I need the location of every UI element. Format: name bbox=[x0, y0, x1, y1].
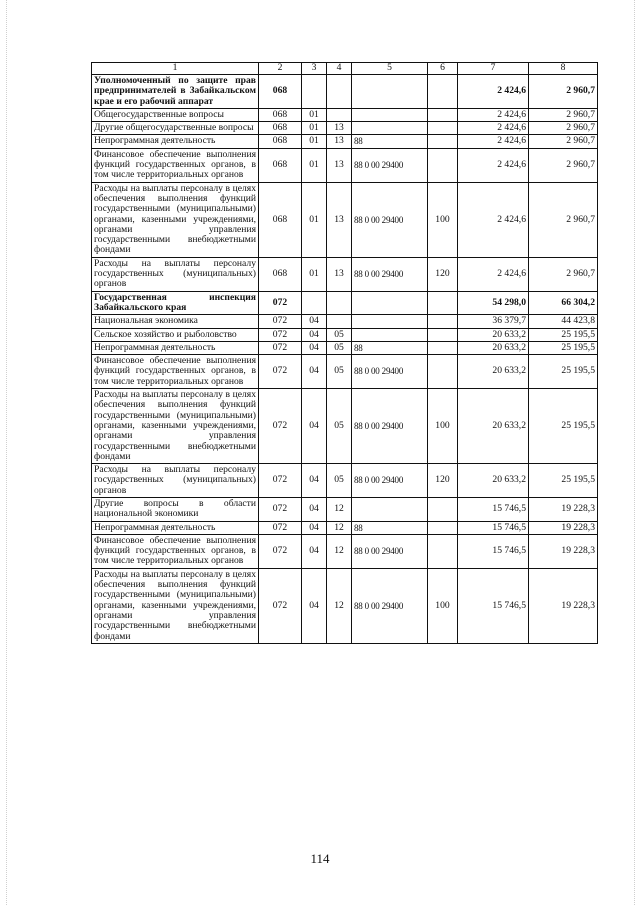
row-section-cell: 04 bbox=[302, 315, 327, 328]
row-amount-2020-cell: 19 228,3 bbox=[529, 497, 598, 521]
row-vr-cell bbox=[428, 148, 458, 182]
table-body bbox=[92, 75, 598, 644]
row-amount-2019-cell: 20 633,2 bbox=[458, 328, 529, 341]
row-subsection-cell: 12 bbox=[327, 568, 352, 643]
row-subsection-cell bbox=[327, 315, 352, 328]
row-subsection-cell: 05 bbox=[327, 355, 352, 389]
row-vr-cell: 120 bbox=[428, 257, 458, 291]
row-section-cell: 01 bbox=[302, 135, 327, 148]
table-row bbox=[92, 291, 598, 315]
row-section-cell: 01 bbox=[302, 257, 327, 291]
row-amount-2020-cell: 25 195,5 bbox=[529, 355, 598, 389]
row-subsection-cell: 13 bbox=[327, 135, 352, 148]
row-code-cell: 072 bbox=[259, 521, 302, 534]
row-subsection-cell: 13 bbox=[327, 257, 352, 291]
row-target-cell bbox=[352, 122, 428, 135]
row-name-cell: Государственная инспекция Забайкальского края bbox=[92, 291, 259, 315]
row-vr-cell: 100 bbox=[428, 568, 458, 643]
row-name-cell: Национальная экономика bbox=[92, 315, 259, 328]
row-amount-2020-cell: 44 423,8 bbox=[529, 315, 598, 328]
row-name-cell: Финансовое обеспечение выполнения функций государственных органов, в том числе территориальных органов bbox=[92, 355, 259, 389]
row-name-cell: Финансовое обеспечение выполнения функций государственных органов, в том числе территориальных органов bbox=[92, 148, 259, 182]
row-code-cell: 072 bbox=[259, 389, 302, 464]
table-row bbox=[92, 135, 598, 148]
row-target-cell: 88 0 00 29400 bbox=[352, 534, 428, 568]
row-amount-2020-cell: 2 960,7 bbox=[529, 257, 598, 291]
row-amount-2020-cell: 2 960,7 bbox=[529, 75, 598, 109]
table-row bbox=[92, 315, 598, 328]
row-section-cell: 01 bbox=[302, 182, 327, 257]
row-amount-2019-cell: 2 424,6 bbox=[458, 148, 529, 182]
table-row bbox=[92, 355, 598, 389]
row-section-cell: 01 bbox=[302, 148, 327, 182]
row-subsection-cell: 05 bbox=[327, 389, 352, 464]
row-vr-cell bbox=[428, 75, 458, 109]
row-code-cell: 068 bbox=[259, 122, 302, 135]
row-target-cell bbox=[352, 328, 428, 341]
row-target-cell: 88 0 00 29400 bbox=[352, 464, 428, 498]
row-amount-2020-cell: 19 228,3 bbox=[529, 521, 598, 534]
table-row bbox=[92, 75, 598, 109]
row-amount-2020-cell: 2 960,7 bbox=[529, 135, 598, 148]
row-amount-2019-cell: 20 633,2 bbox=[458, 464, 529, 498]
row-subsection-cell bbox=[327, 75, 352, 109]
row-target-cell: 88 0 00 29400 bbox=[352, 148, 428, 182]
table-row bbox=[92, 328, 598, 341]
row-amount-2019-cell: 15 746,5 bbox=[458, 497, 529, 521]
row-amount-2019-cell: 2 424,6 bbox=[458, 122, 529, 135]
row-vr-cell: 100 bbox=[428, 389, 458, 464]
row-target-cell bbox=[352, 108, 428, 121]
header-row bbox=[92, 63, 598, 75]
row-amount-2019-cell: 2 424,6 bbox=[458, 257, 529, 291]
row-name-cell: Сельское хозяйство и рыболовство bbox=[92, 328, 259, 341]
row-amount-2019-cell: 2 424,6 bbox=[458, 182, 529, 257]
row-amount-2020-cell: 25 195,5 bbox=[529, 341, 598, 354]
row-subsection-cell: 12 bbox=[327, 521, 352, 534]
row-vr-cell: 120 bbox=[428, 464, 458, 498]
row-target-cell: 88 0 00 29400 bbox=[352, 182, 428, 257]
table-row bbox=[92, 534, 598, 568]
row-code-cell: 068 bbox=[259, 108, 302, 121]
row-amount-2019-cell: 15 746,5 bbox=[458, 521, 529, 534]
row-subsection-cell: 12 bbox=[327, 534, 352, 568]
row-amount-2020-cell: 25 195,5 bbox=[529, 464, 598, 498]
table-row bbox=[92, 389, 598, 464]
row-code-cell: 072 bbox=[259, 291, 302, 315]
row-code-cell: 072 bbox=[259, 355, 302, 389]
row-amount-2019-cell: 20 633,2 bbox=[458, 341, 529, 354]
row-amount-2020-cell: 2 960,7 bbox=[529, 122, 598, 135]
row-amount-2019-cell: 20 633,2 bbox=[458, 389, 529, 464]
header-col-7: 7 bbox=[458, 63, 529, 75]
row-name-cell: Непрограммная деятельность bbox=[92, 521, 259, 534]
table-row bbox=[92, 568, 598, 643]
row-name-cell: Расходы на выплаты персоналу в целях обеспечения выполнения функций государственными (муниципальными) органами, казенными учреждениями, органами управления государственными внебюджетными фондами bbox=[92, 389, 259, 464]
header-col-1: 1 bbox=[92, 63, 259, 75]
row-target-cell bbox=[352, 497, 428, 521]
row-amount-2020-cell: 25 195,5 bbox=[529, 328, 598, 341]
row-amount-2020-cell: 25 195,5 bbox=[529, 389, 598, 464]
row-amount-2020-cell: 2 960,7 bbox=[529, 108, 598, 121]
row-name-cell: Другие вопросы в области национальной экономики bbox=[92, 497, 259, 521]
row-code-cell: 072 bbox=[259, 341, 302, 354]
row-vr-cell bbox=[428, 521, 458, 534]
row-amount-2019-cell: 15 746,5 bbox=[458, 534, 529, 568]
row-section-cell: 04 bbox=[302, 497, 327, 521]
row-subsection-cell: 12 bbox=[327, 497, 352, 521]
row-vr-cell bbox=[428, 328, 458, 341]
table-row bbox=[92, 521, 598, 534]
header-col-2: 2 bbox=[259, 63, 302, 75]
row-name-cell: Другие общегосударственные вопросы bbox=[92, 122, 259, 135]
row-vr-cell bbox=[428, 341, 458, 354]
row-vr-cell bbox=[428, 135, 458, 148]
row-amount-2019-cell: 2 424,6 bbox=[458, 135, 529, 148]
row-target-cell: 88 0 00 29400 bbox=[352, 355, 428, 389]
table-row bbox=[92, 257, 598, 291]
header-col-4: 4 bbox=[327, 63, 352, 75]
row-name-cell: Расходы на выплаты персоналу государственных (муниципальных) органов bbox=[92, 464, 259, 498]
budget-table bbox=[91, 62, 598, 644]
row-name-cell: Расходы на выплаты персоналу в целях обеспечения выполнения функций государственными (муниципальными) органами, казенными учреждениями, органами управления государственными внебюджетными фондами bbox=[92, 568, 259, 643]
table-row bbox=[92, 108, 598, 121]
row-name-cell: Непрограммная деятельность bbox=[92, 135, 259, 148]
row-section-cell bbox=[302, 291, 327, 315]
row-code-cell: 072 bbox=[259, 534, 302, 568]
row-target-cell: 88 bbox=[352, 135, 428, 148]
row-code-cell: 072 bbox=[259, 315, 302, 328]
row-name-cell: Финансовое обеспечение выполнения функций государственных органов, в том числе территориальных органов bbox=[92, 534, 259, 568]
row-subsection-cell: 13 bbox=[327, 182, 352, 257]
table-header bbox=[92, 63, 598, 75]
header-col-8: 8 bbox=[529, 63, 598, 75]
row-name-cell: Непрограммная деятельность bbox=[92, 341, 259, 354]
row-section-cell: 01 bbox=[302, 108, 327, 121]
table-row bbox=[92, 148, 598, 182]
row-vr-cell bbox=[428, 497, 458, 521]
row-code-cell: 068 bbox=[259, 75, 302, 109]
table-row bbox=[92, 497, 598, 521]
page-number: 114 bbox=[310, 851, 330, 866]
row-code-cell: 072 bbox=[259, 464, 302, 498]
row-subsection-cell bbox=[327, 291, 352, 315]
row-target-cell: 88 bbox=[352, 521, 428, 534]
scan-edge-right bbox=[634, 0, 636, 905]
table-row bbox=[92, 341, 598, 354]
table-row bbox=[92, 464, 598, 498]
row-subsection-cell bbox=[327, 108, 352, 121]
row-amount-2020-cell: 19 228,3 bbox=[529, 534, 598, 568]
row-amount-2020-cell: 19 228,3 bbox=[529, 568, 598, 643]
row-target-cell: 88 0 00 29400 bbox=[352, 257, 428, 291]
row-section-cell: 04 bbox=[302, 341, 327, 354]
row-section-cell: 04 bbox=[302, 534, 327, 568]
row-target-cell bbox=[352, 291, 428, 315]
row-amount-2020-cell: 2 960,7 bbox=[529, 148, 598, 182]
row-vr-cell bbox=[428, 355, 458, 389]
row-subsection-cell: 05 bbox=[327, 328, 352, 341]
row-vr-cell bbox=[428, 315, 458, 328]
row-section-cell: 04 bbox=[302, 521, 327, 534]
table-row bbox=[92, 122, 598, 135]
row-subsection-cell: 05 bbox=[327, 341, 352, 354]
row-section-cell: 04 bbox=[302, 568, 327, 643]
row-code-cell: 068 bbox=[259, 257, 302, 291]
row-vr-cell bbox=[428, 534, 458, 568]
row-code-cell: 072 bbox=[259, 568, 302, 643]
row-code-cell: 068 bbox=[259, 182, 302, 257]
header-col-5: 5 bbox=[352, 63, 428, 75]
row-name-cell: Уполномоченный по защите прав предпринимателей в Забайкальском крае и его рабочий аппарат bbox=[92, 75, 259, 109]
row-vr-cell bbox=[428, 291, 458, 315]
row-section-cell: 04 bbox=[302, 328, 327, 341]
row-section-cell: 04 bbox=[302, 464, 327, 498]
header-col-6: 6 bbox=[428, 63, 458, 75]
row-section-cell: 01 bbox=[302, 122, 327, 135]
row-amount-2019-cell: 15 746,5 bbox=[458, 568, 529, 643]
row-target-cell bbox=[352, 75, 428, 109]
row-section-cell bbox=[302, 75, 327, 109]
row-amount-2019-cell: 54 298,0 bbox=[458, 291, 529, 315]
row-code-cell: 072 bbox=[259, 328, 302, 341]
row-section-cell: 04 bbox=[302, 355, 327, 389]
row-vr-cell bbox=[428, 122, 458, 135]
row-vr-cell: 100 bbox=[428, 182, 458, 257]
row-amount-2020-cell: 2 960,7 bbox=[529, 182, 598, 257]
row-section-cell: 04 bbox=[302, 389, 327, 464]
row-code-cell: 068 bbox=[259, 148, 302, 182]
row-vr-cell bbox=[428, 108, 458, 121]
header-col-3: 3 bbox=[302, 63, 327, 75]
row-name-cell: Расходы на выплаты персоналу государственных (муниципальных) органов bbox=[92, 257, 259, 291]
row-amount-2019-cell: 36 379,7 bbox=[458, 315, 529, 328]
row-amount-2019-cell: 20 633,2 bbox=[458, 355, 529, 389]
row-target-cell: 88 0 00 29400 bbox=[352, 568, 428, 643]
row-amount-2020-cell: 66 304,2 bbox=[529, 291, 598, 315]
row-subsection-cell: 05 bbox=[327, 464, 352, 498]
row-name-cell: Расходы на выплаты персоналу в целях обеспечения выполнения функций государственными (муниципальными) органами, казенными учреждениями, органами управления государственными внебюджетными фондами bbox=[92, 182, 259, 257]
row-code-cell: 068 bbox=[259, 135, 302, 148]
row-code-cell: 072 bbox=[259, 497, 302, 521]
row-name-cell: Общегосударственные вопросы bbox=[92, 108, 259, 121]
row-amount-2019-cell: 2 424,6 bbox=[458, 75, 529, 109]
row-subsection-cell: 13 bbox=[327, 122, 352, 135]
row-subsection-cell: 13 bbox=[327, 148, 352, 182]
row-target-cell: 88 0 00 29400 bbox=[352, 389, 428, 464]
table-row bbox=[92, 182, 598, 257]
row-target-cell bbox=[352, 315, 428, 328]
row-target-cell: 88 bbox=[352, 341, 428, 354]
row-amount-2019-cell: 2 424,6 bbox=[458, 108, 529, 121]
scan-edge-left bbox=[6, 0, 8, 905]
